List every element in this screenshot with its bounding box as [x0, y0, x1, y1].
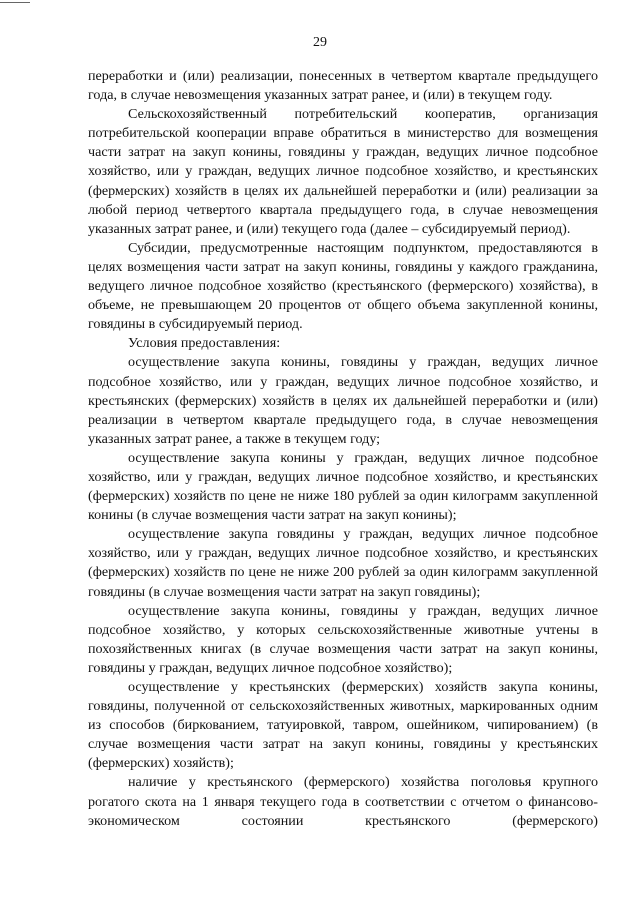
paragraph-condition-horse-meat-price: осуществление закупа конины у граждан, ведущих личное подсобное хозяйство, или у граждан, ведущих личное подсобное хозяйство, и крестьянских (фермерских) хозяйств по цене не ниже 180 рублей за один килограмм закупленной конины (в случае возмещения части затрат на закуп конины); [88, 449, 598, 524]
paragraph-cooperative-right: Сельскохозяйственный потребительский кооператив, организация потребительской кооперации вправе обратиться в министерство для возмещения части затрат на закуп конины, говядины у граждан, ведущих личное подсобное хозяйство, или у граждан, ведущих личное подсобное хозяйство, и крестьянских (фермерских) хозяйств в целях их дальнейшей переработки и (или) реализации за любой период четвертого квартала предыдущего года, в случае невозмещения указанных затрат ранее, и (или) текущего года (далее – субсидируемый период). [88, 106, 598, 237]
paragraph-conditions-heading: Условия предоставления: [128, 335, 281, 352]
paragraph-condition-beef-price: осуществление закупа говядины у граждан, ведущих личное подсобное хозяйство, или у граждан, ведущих личное подсобное хозяйство, и крестьянских (фермерских) хозяйств по цене не ниже 200 рублей за один килограмм закупленной говядины (в случае возмещения части затрат на закуп говядины); [88, 526, 598, 600]
paragraph-condition-livestock: наличие у крестьянского (фермерского) хозяйства поголовья крупного рогатого скота на 1 января текущего года в соответствии с отчетом о финансово-экономическом состоянии крестьянского (фермерского) [88, 774, 598, 829]
paragraph-continuation: переработки и (или) реализации, понесенных в четвертом квартале предыдущего года, в случае невозмещения указанных затрат ранее, и (или) в текущем году. [88, 68, 598, 104]
page-number: 29 [313, 35, 327, 50]
paragraph-subsidy-purpose: Субсидии, предусмотренные настоящим подпунктом, предоставляются в целях возмещения части затрат на закуп конины, говядины у каждого гражданина, ведущего личное подсобное хозяйство (крестьянского (фермерского) хозяйства), в объеме, не превышающем 20 процентов от общего объема закупленной конины, говядины в субсидируемый период. [88, 239, 598, 333]
scan-corner-mark [0, 2, 30, 3]
paragraph-condition-purchase: осуществление закупа конины, говядины у граждан, ведущих личное подсобное хозяйство, или у граждан, ведущих личное подсобное хозяйство, и крестьянских (фермерских) хозяйств в целях их дальнейшей переработки и (или) реализации в четвертом квартале предыдущего года, в случае невозмещения указанных затрат ранее, а также в текущем году; [88, 354, 598, 447]
document-body [88, 67, 598, 831]
paragraph-condition-marking: осуществление у крестьянских (фермерских) хозяйств закупа конины, говядины, полученной от сельскохозяйственных животных, маркированных одним из способов (биркованием, татуировкой, тавром, ошейником, чипированием) (в случае возмещения части затрат на закуп конины, говядины у крестьянских (фермерских) хозяйств); [88, 679, 598, 772]
paragraph-condition-household-books: осуществление закупа конины, говядины у граждан, ведущих личное подсобное хозяйство, у которых сельскохозяйственные животные учтены в похозяйственных книгах (в случае возмещения части затрат на закуп конины, говядины у граждан, ведущих личное подсобное хозяйство); [88, 602, 598, 676]
